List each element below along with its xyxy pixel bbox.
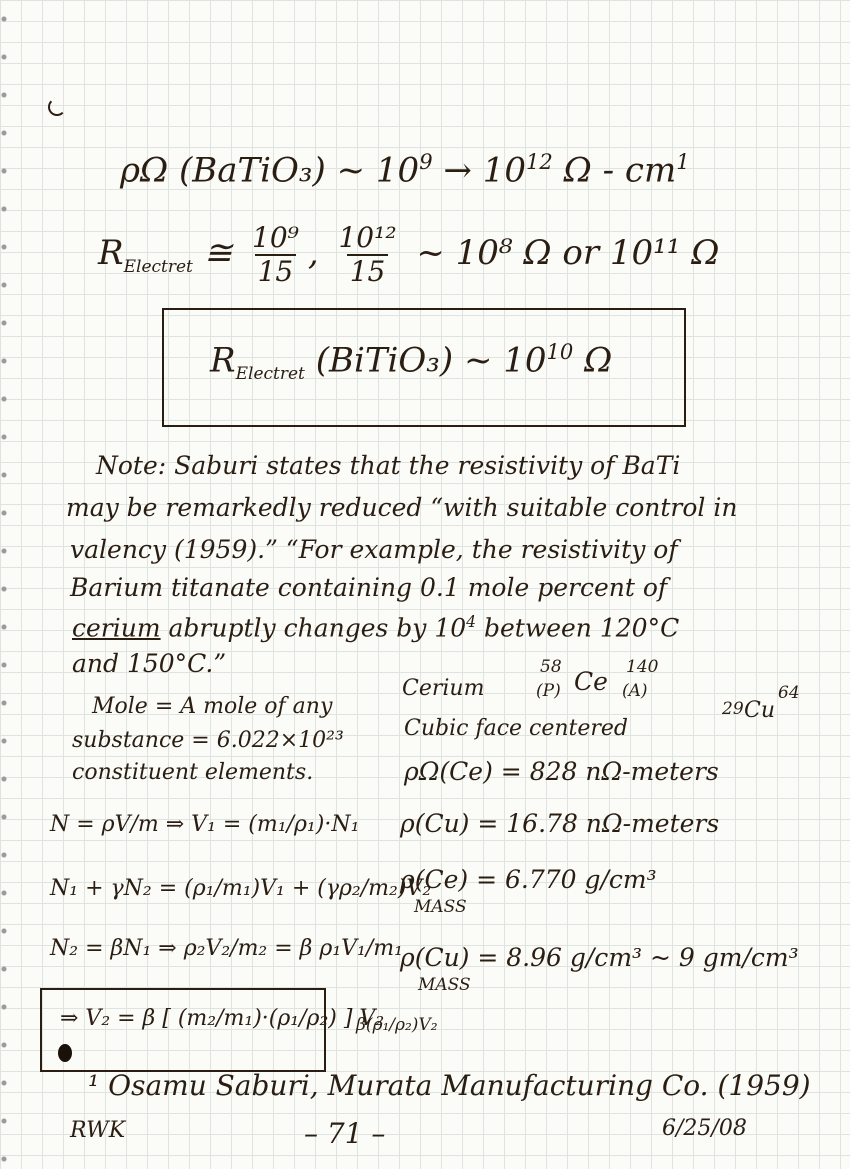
equation-3: N₂ = βN₁ ⇒ ρ₂V₂/m₂ = β ρ₁V₁/m₁ <box>50 936 403 961</box>
mole-line-1: Mole = A mole of any <box>92 694 333 719</box>
equation-2: N₁ + γN₂ = (ρ₁/m₁)V₁ + (γρ₂/m₂)V₂ <box>50 876 432 901</box>
cerium-symbol: Ce <box>574 667 608 696</box>
mole-line-3: constituent elements. <box>72 760 314 785</box>
note-line-3: valency (1959).” “For example, the resistivity of <box>70 535 678 564</box>
fraction-2: $\frac{\text{10¹²}}{15}$ <box>338 221 397 289</box>
prop-ce-density: ρ(Ce) = 6.770 g/cm³ <box>400 865 657 894</box>
cerium-p: (P) <box>536 681 561 701</box>
margin-mark <box>48 98 66 116</box>
electret-estimate-line: $R_{Electret}$ ≅ $\frac{\text{10⁹}}{15}$ , $\frac{\text{10¹²}}{15}$ ~ 10⁸ Ω or 10¹¹ Ω <box>98 221 720 289</box>
copper-a: 64 <box>778 683 800 703</box>
note-line-1: Note: Saburi states that the resistivity of BaTi <box>96 451 681 480</box>
cerium-an: (A) <box>622 681 648 701</box>
note-line-2: may be remarkedly reduced “with suitable control in <box>66 493 738 522</box>
note-line-4: Barium titanate containing 0.1 mole percent of <box>70 573 668 602</box>
page-number: – 71 – <box>304 1117 386 1150</box>
prop-cu-resistivity: ρ(Cu) = 16.78 nΩ-meters <box>400 809 720 838</box>
note-line-6: and 150°C.” <box>72 649 227 678</box>
fraction-1: $\frac{\text{10⁹}}{15}$ <box>252 221 299 289</box>
copper-symbol: Cu <box>744 698 776 723</box>
cerium-label: Cerium <box>402 676 485 701</box>
footnote: ¹ Osamu Saburi, Murata Manufacturing Co. (1959) <box>88 1069 811 1102</box>
copper-z: 29 <box>722 699 744 719</box>
prop-ce-resistivity: ρΩ(Ce) = 828 nΩ-meters <box>404 757 719 786</box>
binder-holes <box>0 0 14 1169</box>
ink-dot <box>58 1044 72 1062</box>
equation-1: N = ρV/m ⇒ V₁ = (m₁/ρ₁)·N₁ <box>50 812 360 837</box>
final-equation: ⇒ V₂ = β [ (m₂/m₁)·(ρ₁/ρ₂) ] V₂ <box>60 1006 385 1031</box>
scribble: β(ρ₁/ρ₂)V₂ <box>356 1015 438 1035</box>
result-equation: $R_{Electret}$ (BiTiO₃) ~ $10^{10}$ Ω <box>210 339 613 385</box>
mass-label-2: MASS <box>418 975 471 995</box>
mass-label-1: MASS <box>414 897 467 917</box>
resistivity-line: ρΩ (BaTiO₃) ~ $10^9 \to 10^{12}$ Ω - $cm^1$ <box>120 149 690 191</box>
cerium-a: 140 <box>626 657 659 677</box>
date: 6/25/08 <box>662 1116 747 1141</box>
cerium-z: 58 <box>540 657 562 677</box>
prop-cu-density: ρ(Cu) = 8.96 g/cm³ ~ 9 gm/cm³ <box>400 943 799 972</box>
mole-line-2: substance = 6.022×10²³ <box>72 728 344 753</box>
prop-structure: Cubic face centered <box>404 716 629 741</box>
note-line-5: cerium abruptly changes by $10^4$ between 120°C <box>72 613 680 643</box>
initials: RWK <box>70 1118 126 1143</box>
